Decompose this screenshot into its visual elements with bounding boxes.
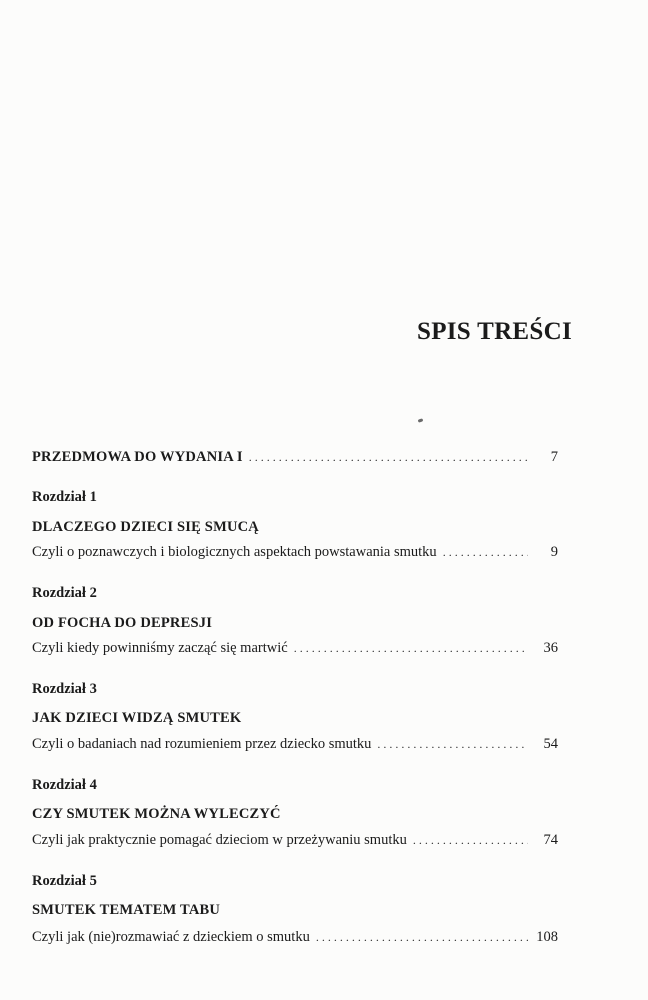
chapter-label-4	[32, 777, 558, 794]
chapter-title-4[interactable]	[32, 806, 558, 823]
toc-page-number: 7	[550, 449, 558, 465]
page-title: SPIS TREŚCI	[417, 318, 572, 345]
chapter-title: SMUTEK TEMATEM TABU	[32, 902, 221, 918]
chapter-label-3	[32, 681, 558, 698]
toc-page-number: 36	[543, 640, 558, 656]
chapter-title-1[interactable]	[32, 519, 558, 536]
chapter-title: JAK DZIECI WIDZĄ SMUTEK	[32, 710, 242, 726]
dot-leader	[294, 641, 528, 656]
chapter-label: Rozdział 4	[32, 777, 97, 793]
toc-entry-chapter-1[interactable]	[32, 544, 558, 561]
toc-page-number: 9	[550, 544, 558, 560]
toc-entry-chapter-3[interactable]	[32, 736, 558, 753]
chapter-title: CZY SMUTEK MOŻNA WYLECZYĆ	[32, 806, 281, 822]
chapter-subtitle: Czyli o poznawczych i biologicznych aspektach powstawania smutku	[32, 544, 437, 560]
chapter-label: Rozdział 3	[32, 681, 97, 697]
dot-leader	[316, 930, 528, 945]
chapter-title: OD FOCHA DO DEPRESJI	[32, 615, 213, 631]
chapter-label: Rozdział 1	[32, 489, 97, 505]
chapter-title-5[interactable]	[32, 902, 558, 919]
dot-leader	[377, 737, 528, 752]
dot-leader	[443, 545, 528, 560]
dot-leader	[249, 450, 528, 465]
toc-entry-chapter-2[interactable]	[32, 640, 558, 657]
toc-page-number: 54	[543, 736, 558, 752]
chapter-label: Rozdział 5	[32, 873, 97, 889]
chapter-title-2[interactable]	[32, 615, 558, 632]
ink-speck	[418, 418, 424, 423]
toc-page-number: 74	[543, 832, 558, 848]
chapter-label-1	[32, 489, 558, 506]
chapter-subtitle: Czyli kiedy powinniśmy zacząć się martwić	[32, 640, 288, 656]
chapter-title: DLACZEGO DZIECI SIĘ SMUCĄ	[32, 519, 259, 535]
chapter-label-2	[32, 585, 558, 602]
chapter-subtitle: Czyli o badaniach nad rozumieniem przez dziecko smutku	[32, 736, 372, 752]
chapter-label: Rozdział 2	[32, 585, 97, 601]
toc-entry-preface[interactable]	[32, 449, 558, 466]
chapter-title-3[interactable]	[32, 710, 558, 727]
toc-page-number: 108	[536, 929, 558, 945]
chapter-subtitle: Czyli jak praktycznie pomagać dzieciom w przeżywaniu smutku	[32, 832, 407, 848]
toc-entry-title: PRZEDMOWA DO WYDANIA I	[32, 449, 243, 465]
dot-leader	[413, 833, 528, 848]
toc-entry-chapter-5[interactable]	[32, 929, 558, 946]
chapter-subtitle: Czyli jak (nie)rozmawiać z dzieckiem o smutku	[32, 929, 310, 945]
chapter-label-5	[32, 873, 558, 890]
toc-entry-chapter-4[interactable]	[32, 832, 558, 849]
